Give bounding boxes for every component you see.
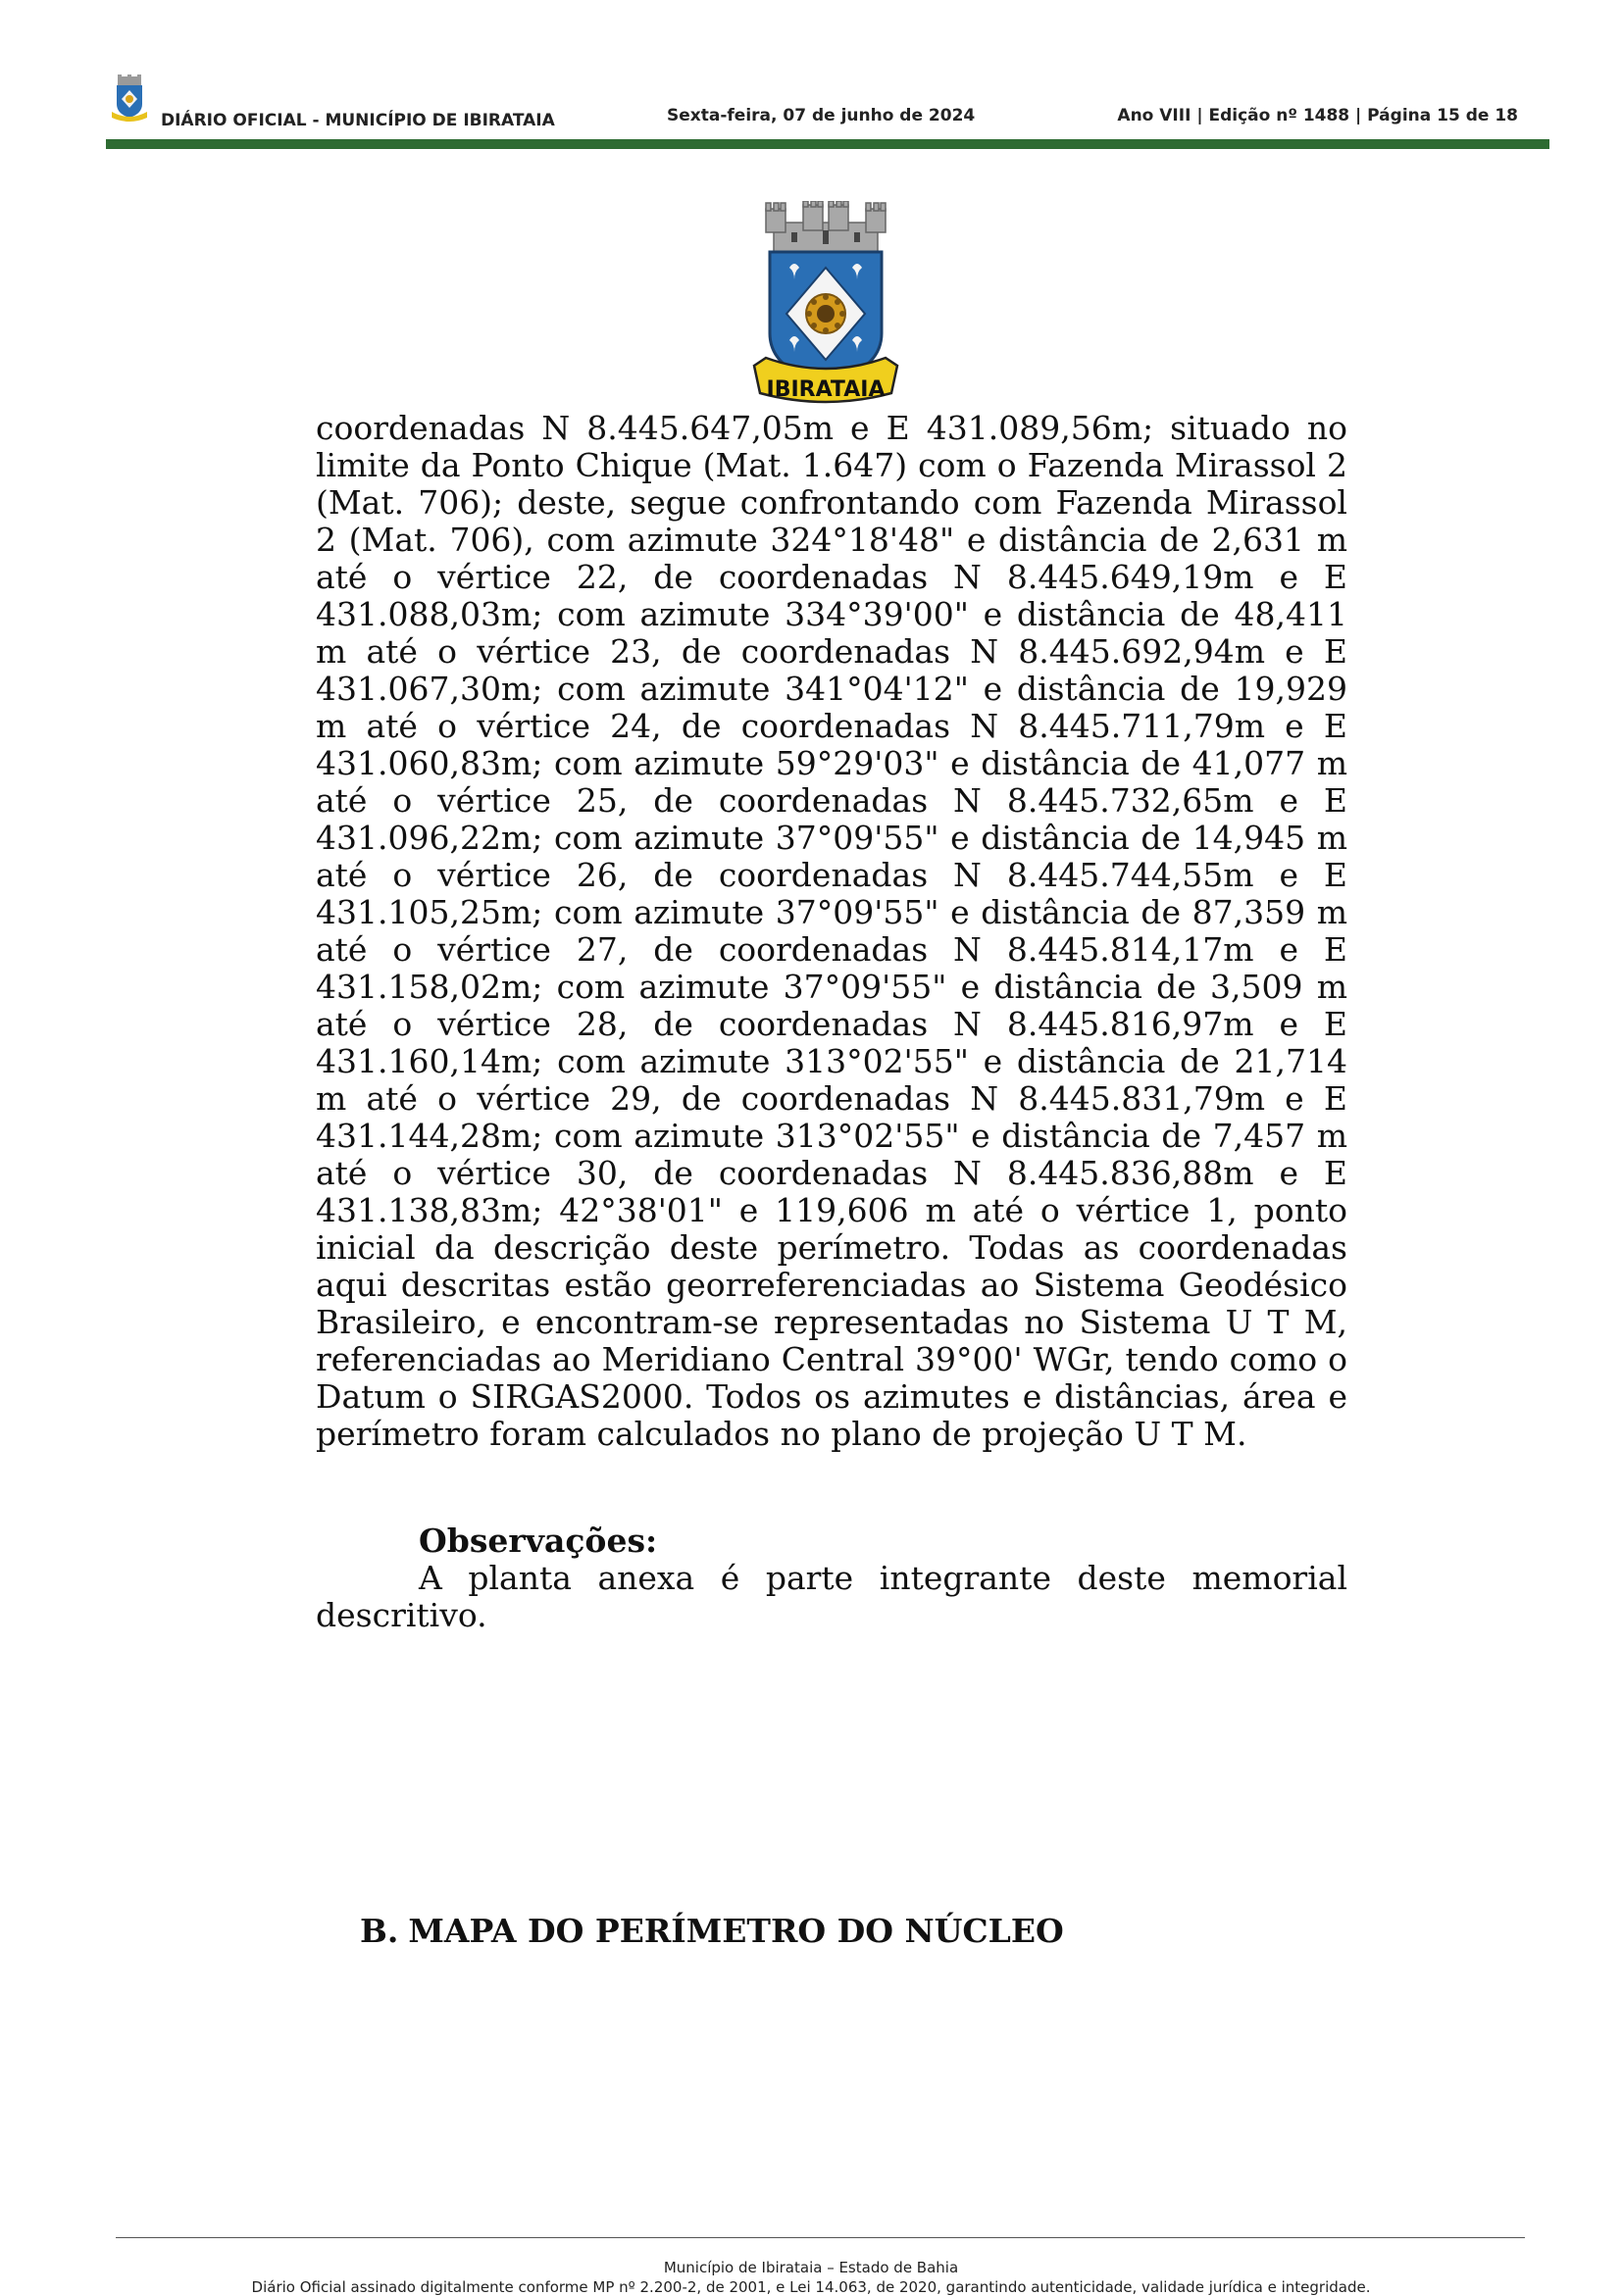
coat-of-arms-logo xyxy=(752,201,899,412)
edition-info: Ano VIII | Edição nº 1488 | Página 15 de 18 xyxy=(1117,106,1518,125)
perimeter-description-paragraph: coordenadas N 8.445.647,05m e E 431.089,56m; situado no limite da Ponto Chique (Mat. 1.647) com o Fazenda Mirassol 2 (Mat. 706); deste, segue confrontando com Fazenda Mirassol 2 (Mat. 706), com azimute 324°18'48" e distância de 2,631 m até o vértice 22, de coordenadas N 8.445.649,19m e E 431.088,03m; com azimute 334°39'00" e distância de 48,411 m até o vértice 23, de coordenadas N 8.445.692,94m e E 431.067,30m; com azimute 341°04'12" e distância de 19,929 m até o vértice 24, de coordenadas N 8.445.711,79m e E 431.060,83m; com azimute 59°29'03" e distância de 41,077 m até o vértice 25, de coordenadas N 8.445.732,65m e E 431.096,22m; com azimute 37°09'55" e distância de 14,945 m até o vértice 26, de coordenadas N 8.445.744,55m e E 431.105,25m; com azimute 37°09'55" e distância de 87,359 m até o vértice 27, de coordenadas N 8.445.814,17m e E 431.158,02m; com azimute 37°09'55" e distância de 3,509 m até o vértice 28, de coordenadas N 8.445.816,97m e E 431.160,14m; com azimute 313°02'55" e distância de 21,714 m até o vértice 29, de coordenadas N 8.445.831,79m e E 431.144,28m; com azimute 313°02'55" e distância de 7,457 m até o vértice 30, de coordenadas N 8.445.836,88m e E 431.138,83m; 42°38'01" e 119,606 m até o vértice 1, ponto inicial da descrição deste perímetro. Todas as coordenadas aqui descritas estão georreferenciadas ao Sistema Geodésico Brasileiro, e encontram-se representadas no Sistema U T M, referenciadas ao Meridiano Central 39°00' WGr, tendo como o Datum o SIRGAS2000. Todos os azimutes e distâncias, área e perímetro foram calculados no plano de projeção U T M. xyxy=(316,409,1347,1453)
footer-divider xyxy=(116,2237,1525,2238)
observations-heading: Observações: xyxy=(419,1522,658,1560)
section-heading xyxy=(360,1912,1064,1951)
observations-text: A planta anexa é parte integrante deste memorial descritivo. xyxy=(316,1559,1347,1634)
page-header xyxy=(106,67,1549,149)
publication-date: Sexta-feira, 07 de junho de 2024 xyxy=(667,106,976,125)
header-divider-bar xyxy=(106,139,1549,149)
publication-title: DIÁRIO OFICIAL - MUNICÍPIO DE IBIRATAIA xyxy=(161,111,555,130)
footer-signature-notice: Diário Oficial assinado digitalmente conforme MP nº 2.200-2, de 2001, e Lei 14.063, de 2020, garantindo autenticidade, validade jurídica e integridade. xyxy=(251,2278,1371,2296)
coat-banner-text: IBIRATAIA xyxy=(766,377,886,402)
section-title: MAPA DO PERÍMETRO DO NÚCLEO xyxy=(408,1912,1064,1950)
municipal-crest-icon xyxy=(110,75,149,124)
footer-municipality: Município de Ibirataia – Estado de Bahia xyxy=(663,2259,959,2276)
section-number: B. xyxy=(360,1912,399,1950)
